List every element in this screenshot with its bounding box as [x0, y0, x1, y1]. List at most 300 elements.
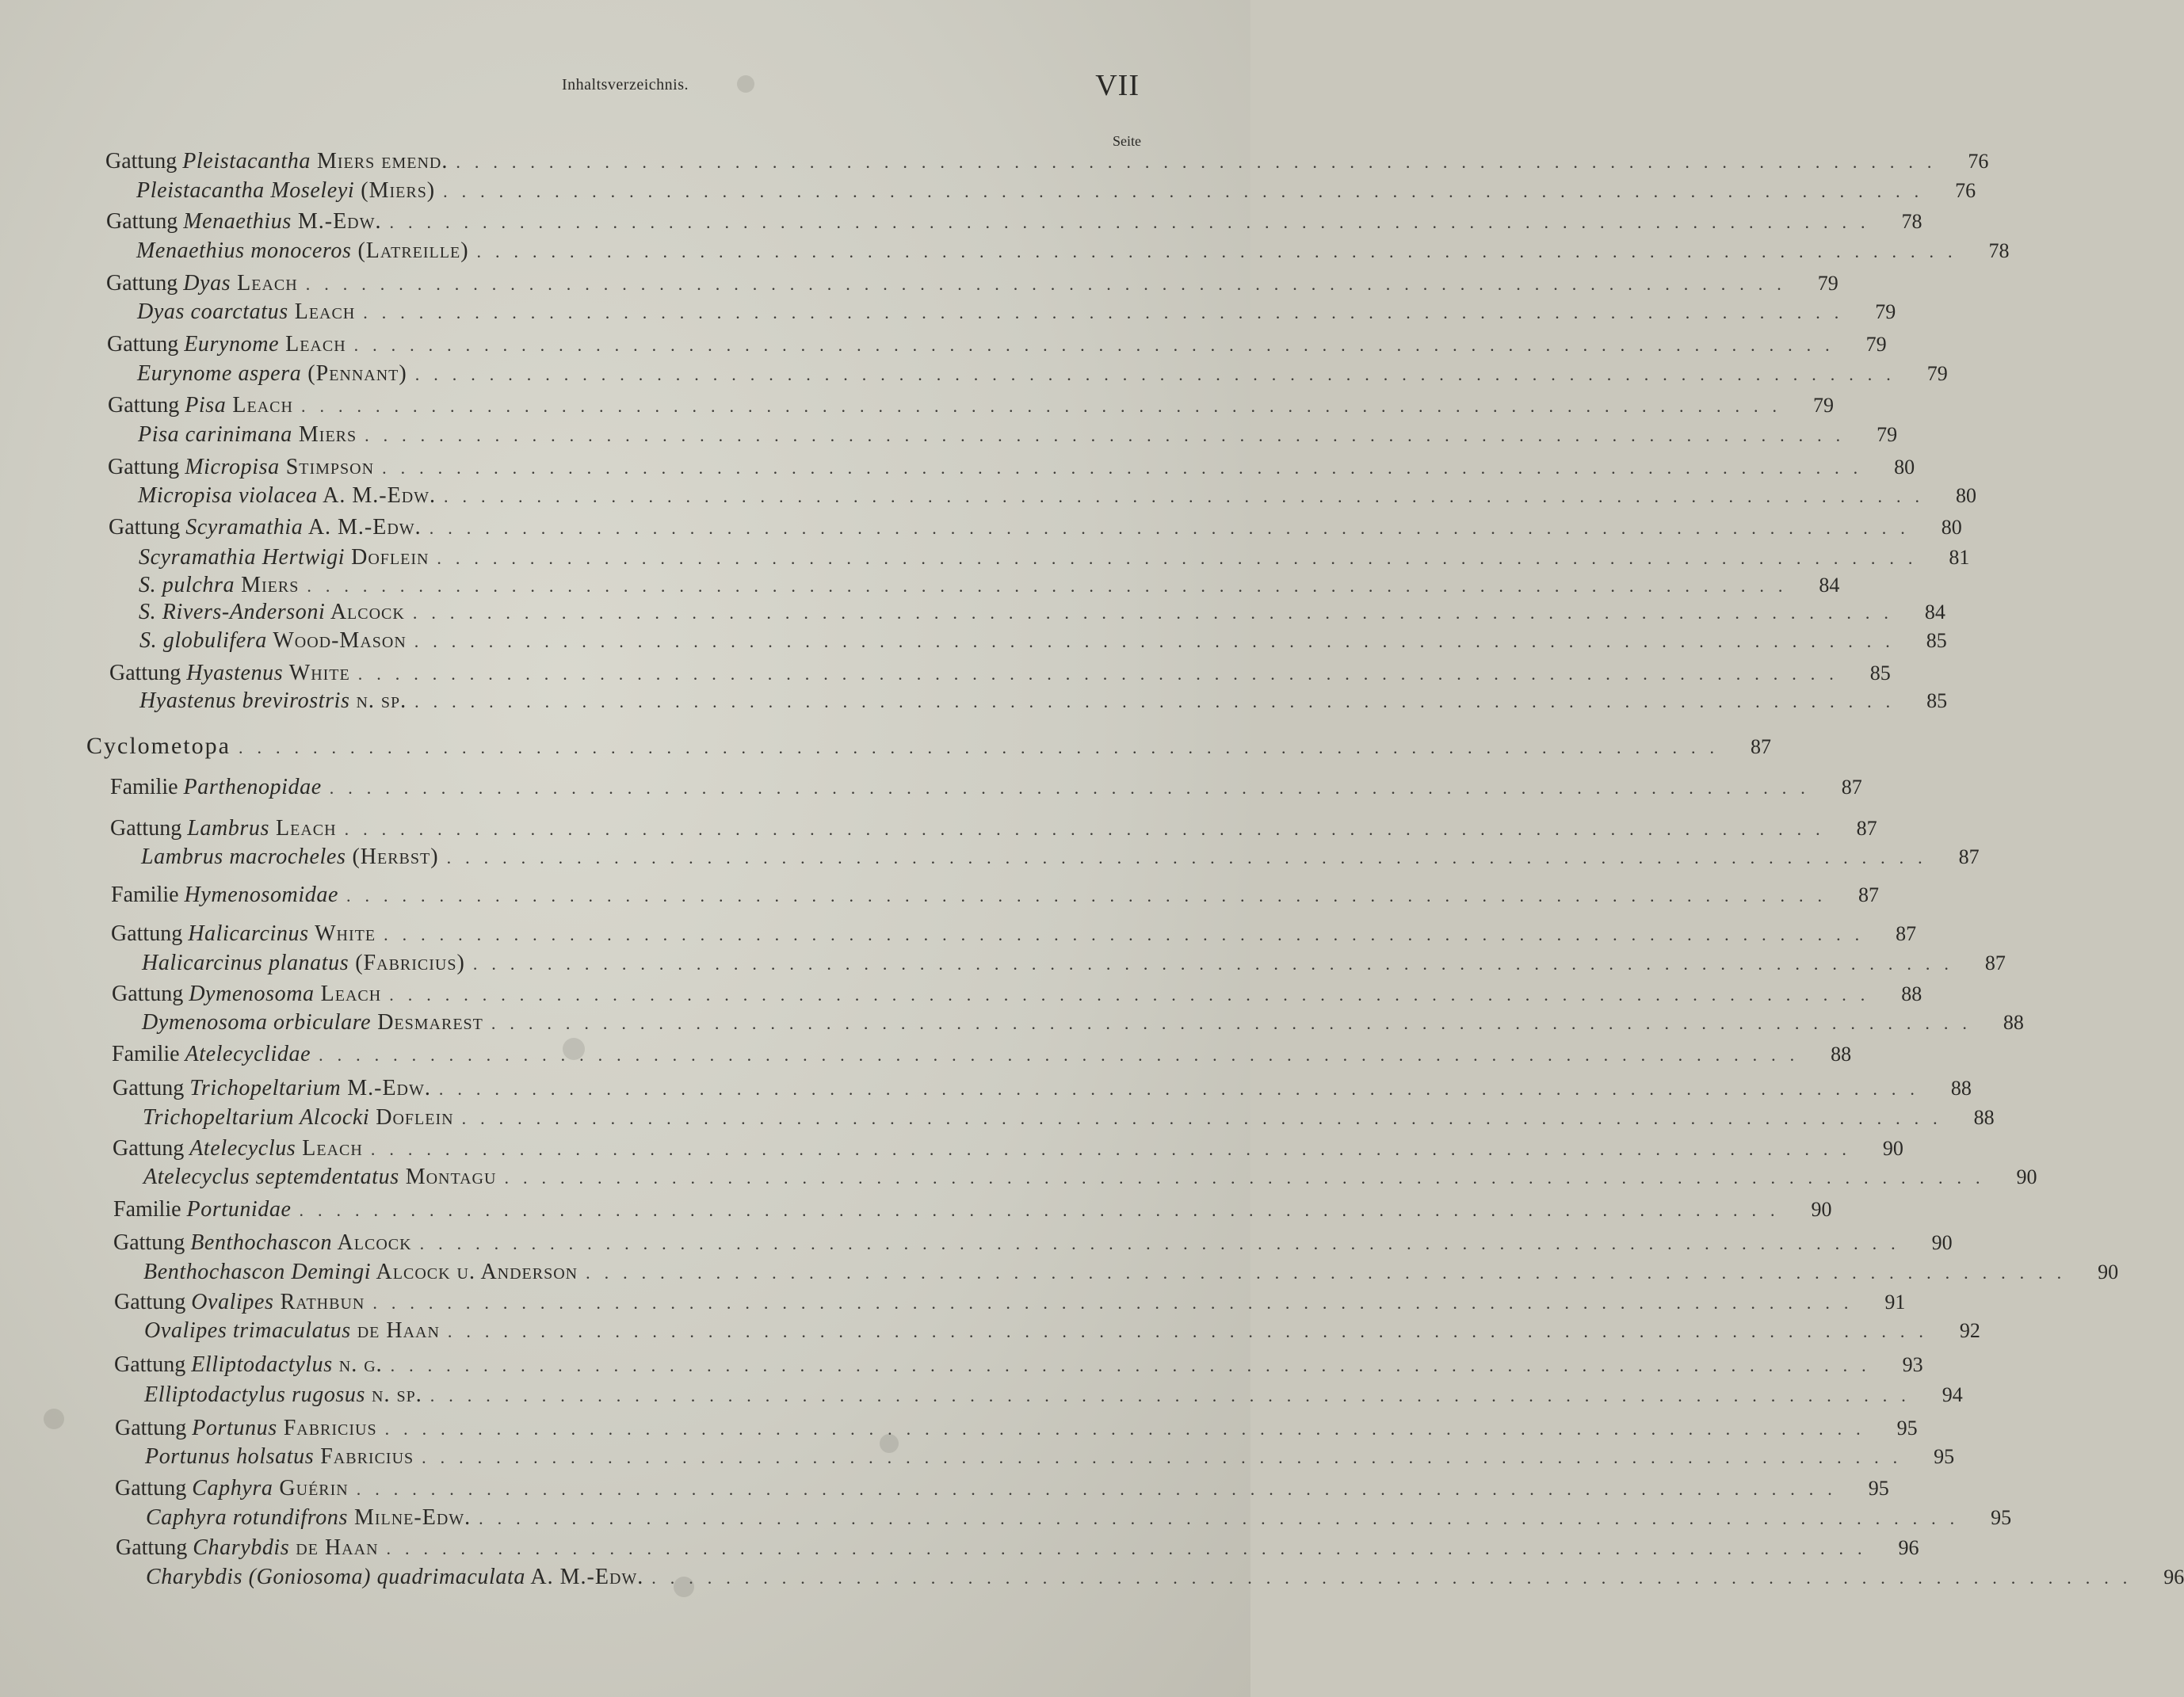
- toc-dot-leader: ................................................................................: [370, 1139, 1861, 1159]
- toc-page-number: 79: [1812, 394, 1834, 417]
- toc-taxon-author: Doflein: [369, 1105, 454, 1130]
- toc-entry-prefix: Familie: [111, 883, 185, 907]
- toc-page-number: 96: [1898, 1536, 1919, 1559]
- toc-taxon-name: Lambrus: [187, 816, 270, 841]
- toc-dot-leader: ................................................................................: [586, 1263, 2076, 1283]
- toc-entry-text: [111, 883, 338, 908]
- toc-dot-leader: ................................................................................: [651, 1568, 2142, 1588]
- toc-taxon-author: de Haan: [350, 1318, 440, 1343]
- toc-dot-leader: ................................................................................: [329, 778, 1819, 798]
- toc-dot-leader: ................................................................................: [319, 1045, 1809, 1065]
- toc-row: [115, 1416, 1918, 1443]
- toc-row: [111, 883, 1879, 910]
- toc-dot-leader: ................................................................................: [414, 631, 1904, 651]
- paper-stain: [674, 1577, 694, 1597]
- toc-entry-prefix: Gattung: [114, 1352, 192, 1377]
- toc-entry-prefix: Gattung: [113, 1136, 190, 1161]
- toc-taxon-author: Fabricius: [314, 1444, 414, 1469]
- toc-taxon-author: (Pennant): [301, 361, 407, 386]
- toc-taxon-name: Trichopeltarium Alcocki: [143, 1105, 370, 1130]
- toc-row: [112, 1042, 1852, 1069]
- toc-page-number: 95: [1991, 1506, 2012, 1529]
- toc-page-number: 85: [1926, 689, 1948, 712]
- toc-taxon-author: Doflein: [345, 545, 430, 570]
- toc-entry-text: [115, 1416, 377, 1441]
- toc-dot-leader: ................................................................................: [429, 518, 1919, 538]
- toc-page-number: 90: [2098, 1260, 2119, 1283]
- toc-taxon-author: Fabricius: [277, 1416, 377, 1440]
- toc-row: [145, 1444, 1955, 1471]
- toc-entry-text: [144, 1318, 440, 1344]
- toc-taxon-author: (Miers): [354, 178, 436, 203]
- toc-entry-text: [142, 1010, 483, 1035]
- toc-taxon-author: Leach: [288, 299, 356, 324]
- toc-taxon-author: Rathbun: [273, 1290, 365, 1314]
- toc-entry-text: [109, 661, 350, 686]
- toc-page-number: 87: [1984, 951, 2006, 974]
- toc-entry-prefix: Gattung: [115, 1416, 193, 1440]
- toc-entry-prefix: Gattung: [113, 1230, 191, 1255]
- toc-page-number: 91: [1884, 1291, 1906, 1314]
- toc-taxon-name: Halicarcinus planatus: [142, 951, 349, 975]
- toc-row: [139, 545, 1970, 572]
- toc-entry-text: [139, 545, 429, 570]
- toc-entry-prefix: Gattung: [114, 1290, 192, 1314]
- toc-row: [113, 1136, 1903, 1163]
- toc-dot-leader: ................................................................................: [419, 1234, 1910, 1253]
- toc-taxon-author: n. sp.: [349, 688, 407, 713]
- toc-row: [142, 951, 2006, 978]
- toc-taxon-name: Eurynome: [184, 332, 280, 357]
- toc-row: [137, 361, 1948, 388]
- toc-row: [143, 1105, 1995, 1132]
- toc-row: [110, 775, 1862, 802]
- toc-row: [144, 1318, 1980, 1345]
- toc-row: [109, 661, 1891, 688]
- toc-entry-text: [114, 1290, 365, 1315]
- toc-dot-leader: ................................................................................: [365, 425, 1855, 445]
- toc-dot-leader: ................................................................................: [422, 1447, 1912, 1467]
- toc-taxon-name: Micropisa: [185, 455, 280, 479]
- toc-row: [105, 149, 1989, 176]
- toc-entry-prefix: Gattung: [105, 149, 183, 174]
- toc-dot-leader: ................................................................................: [414, 364, 1905, 384]
- toc-dot-leader: ................................................................................: [372, 1293, 1863, 1313]
- toc-entry-prefix: Familie: [112, 1042, 185, 1066]
- toc-taxon-author: (Fabricius): [349, 951, 465, 975]
- toc-entry-prefix: Gattung: [112, 982, 189, 1006]
- toc-page-number: 87: [1750, 735, 1771, 758]
- toc-entry-text: [145, 1444, 414, 1470]
- toc-entry-text: [109, 515, 422, 540]
- toc-entry-text: [139, 628, 407, 654]
- toc-taxon-name: Portunus: [192, 1416, 277, 1440]
- toc-row: [114, 1352, 1923, 1379]
- toc-dot-leader: ................................................................................: [356, 1479, 1846, 1499]
- toc-dot-leader: ................................................................................: [353, 335, 1844, 355]
- toc-page-number: 80: [1941, 516, 1962, 539]
- toc-taxon-name: S. globulifera: [139, 628, 267, 653]
- toc-row: [108, 393, 1834, 420]
- toc-taxon-name: Atelecyclus: [189, 1136, 296, 1161]
- toc-page-number: 79: [1877, 423, 1898, 446]
- toc-row: [144, 1382, 1963, 1409]
- toc-entry-text: [143, 1105, 454, 1131]
- toc-entry-text: [137, 299, 355, 325]
- toc-dot-leader: ................................................................................: [384, 925, 1874, 944]
- toc-dot-leader: ................................................................................: [412, 603, 1903, 623]
- toc-row: [139, 600, 1945, 627]
- toc-row: [106, 209, 1922, 236]
- toc-dot-leader: ................................................................................: [479, 1508, 1969, 1528]
- toc-row: [136, 178, 1976, 205]
- toc-entry-prefix: Gattung: [106, 271, 184, 296]
- toc-taxon-name: Atelecyclidae: [185, 1042, 311, 1066]
- toc-entry-text: [142, 951, 465, 976]
- toc-page-number: 90: [1882, 1137, 1903, 1160]
- toc-dot-leader: ................................................................................: [363, 303, 1854, 322]
- toc-taxon-author: Leach: [226, 393, 293, 418]
- toc-taxon-name: Charybdis: [193, 1535, 290, 1560]
- toc-entry-text: [139, 573, 299, 598]
- toc-row: [138, 422, 1898, 449]
- toc-page-number: 87: [1856, 817, 1877, 840]
- toc-section-row: [86, 733, 1771, 760]
- toc-taxon-author: (Latreille): [351, 238, 469, 263]
- toc-dot-leader: ................................................................................: [300, 396, 1791, 416]
- toc-dot-leader: ................................................................................: [504, 1168, 1995, 1188]
- toc-dot-leader: ................................................................................: [414, 692, 1905, 711]
- toc-page-number: 88: [1831, 1043, 1852, 1066]
- toc-dot-leader: ................................................................................: [472, 954, 1963, 974]
- toc-dot-leader: ................................................................................: [238, 738, 1728, 757]
- toc-dot-leader: ................................................................................: [384, 1419, 1875, 1439]
- toc-dot-leader: ................................................................................: [438, 1079, 1929, 1099]
- toc-entry-text: [141, 845, 439, 870]
- toc-entry-prefix: Gattung: [115, 1476, 193, 1501]
- toc-taxon-name: Portunus holsatus: [145, 1444, 315, 1469]
- toc-page-number: 80: [1956, 484, 1977, 507]
- toc-taxon-name: Dyas coarctatus: [137, 299, 288, 324]
- toc-taxon-name: Caphyra: [192, 1476, 273, 1501]
- toc-taxon-name: Scyramathia Hertwigi: [139, 545, 346, 570]
- toc-taxon-author: Alcock: [325, 600, 405, 624]
- toc-taxon-name: Elliptodactylus rugosus: [144, 1382, 366, 1407]
- toc-row: [143, 1260, 2119, 1287]
- toc-taxon-author: M.-Edw.: [341, 1076, 431, 1100]
- toc-dot-leader: ................................................................................: [307, 576, 1797, 596]
- toc-row: [146, 1565, 2184, 1592]
- toc-taxon-name: S. pulchra: [139, 573, 235, 597]
- toc-entry-text: [113, 1076, 431, 1101]
- toc-entry-prefix: Gattung: [108, 455, 185, 479]
- toc-taxon-name: Ovalipes: [191, 1290, 274, 1314]
- toc-entry-text: [110, 816, 337, 841]
- toc-entry-text: [108, 393, 293, 418]
- toc-taxon-name: Caphyra rotundifrons: [146, 1505, 348, 1530]
- toc-entry-text: [114, 1352, 383, 1378]
- toc-dot-leader: ................................................................................: [305, 274, 1796, 294]
- toc-row: [146, 1505, 2012, 1532]
- toc-page-number: 87: [1858, 883, 1879, 906]
- toc-entry-prefix: Gattung: [113, 1076, 190, 1100]
- toc-entry-text: [111, 921, 376, 947]
- toc-taxon-author: White: [308, 921, 376, 946]
- toc-entry-prefix: Gattung: [109, 661, 187, 685]
- paper-stain: [44, 1409, 64, 1429]
- toc-row: [142, 1010, 2024, 1037]
- toc-entry-text: [105, 149, 448, 174]
- toc-taxon-name: Benthochascon Demingi: [143, 1260, 372, 1284]
- page-number: VII: [1095, 69, 1140, 102]
- toc-page-number: 90: [1931, 1231, 1953, 1254]
- toc-taxon-author: Guérin: [273, 1476, 349, 1501]
- toc-row: [115, 1476, 1889, 1503]
- toc-page-number: 87: [1958, 845, 1980, 868]
- toc-taxon-author: Leach: [296, 1136, 363, 1161]
- toc-entry-text: [112, 982, 381, 1007]
- toc-page-number: 79: [1817, 272, 1838, 295]
- toc-page-number: 79: [1875, 300, 1896, 323]
- toc-taxon-name: Lambrus macrocheles: [141, 845, 346, 869]
- toc-row: [107, 332, 1887, 359]
- toc-dot-leader: ................................................................................: [299, 1200, 1789, 1220]
- toc-taxon-author: Stimpson: [279, 455, 375, 479]
- toc-dot-leader: ................................................................................: [430, 1386, 1920, 1405]
- toc-page-number: 88: [1901, 982, 1922, 1005]
- toc-row: [106, 271, 1838, 298]
- toc-row: [114, 1290, 1906, 1317]
- toc-taxon-name: Menaethius: [183, 209, 292, 234]
- toc-row: [136, 238, 2010, 265]
- toc-taxon-name: Atelecyclus septemdentatus: [143, 1165, 399, 1189]
- toc-page-number: 92: [1959, 1319, 1980, 1342]
- toc-entry-text: [146, 1505, 471, 1531]
- toc-entry-text: [138, 422, 357, 448]
- toc-taxon-author: n. g.: [332, 1352, 383, 1377]
- toc-dot-leader: ................................................................................: [456, 152, 1946, 172]
- toc-taxon-name: Dymenosoma: [189, 982, 315, 1006]
- toc-entry-text: [115, 1476, 349, 1501]
- toc-entry-text: [112, 1042, 311, 1067]
- toc-entry-text: [107, 332, 346, 357]
- toc-dot-leader: ................................................................................: [344, 819, 1835, 839]
- toc-taxon-author: M.-Edw.: [291, 209, 382, 234]
- toc-taxon-author: Miers emend.: [311, 149, 449, 174]
- toc-page-number: 95: [1896, 1417, 1918, 1440]
- toc-entry-prefix: Cyclometopa: [86, 733, 231, 759]
- toc-row: [109, 515, 1962, 542]
- toc-row: [139, 688, 1948, 715]
- toc-row: [113, 1230, 1953, 1257]
- toc-page-number: 94: [1942, 1383, 1963, 1406]
- toc-taxon-author: n. sp.: [365, 1382, 422, 1407]
- toc-dot-leader: ................................................................................: [446, 848, 1937, 868]
- toc-taxon-name: Portunidae: [186, 1197, 292, 1222]
- toc-dot-leader: ................................................................................: [461, 1108, 1952, 1128]
- toc-taxon-author: Leach: [269, 816, 337, 841]
- toc-entry-text: [138, 483, 436, 509]
- toc-dot-leader: ................................................................................: [386, 1539, 1877, 1558]
- toc-page-number: 76: [1968, 150, 1989, 173]
- toc-dot-leader: ................................................................................: [382, 458, 1873, 478]
- toc-taxon-author: White: [283, 661, 350, 685]
- toc-page-number: 87: [1896, 922, 1917, 945]
- toc-page-number: 79: [1926, 362, 1948, 385]
- toc-entry-prefix: Gattung: [109, 515, 186, 540]
- paper-stain: [880, 1434, 899, 1453]
- toc-entry-text: [86, 733, 231, 760]
- toc-taxon-author: A. M.-Edw.: [303, 515, 422, 540]
- toc-taxon-name: Micropisa violacea: [138, 483, 318, 508]
- toc-page-number: 95: [1934, 1445, 1955, 1468]
- toc-taxon-name: Pleistacantha Moseleyi: [136, 178, 355, 203]
- toc-page-number: 84: [1924, 601, 1945, 624]
- toc-page-number: 96: [2163, 1565, 2184, 1588]
- toc-entry-prefix: Familie: [110, 775, 184, 799]
- toc-row: [138, 483, 1977, 510]
- toc-entry-text: [106, 209, 382, 235]
- toc-page-number: 85: [1926, 629, 1947, 652]
- toc-page-number: 90: [2016, 1165, 2037, 1188]
- toc-entry-text: [146, 1565, 643, 1590]
- toc-dot-leader: ................................................................................: [437, 548, 1927, 568]
- toc-taxon-author: Desmarest: [371, 1010, 483, 1035]
- toc-taxon-author: A. M.-Edw.: [317, 483, 437, 508]
- toc-page-number: 88: [2003, 1011, 2024, 1034]
- toc-dot-leader: ................................................................................: [390, 1356, 1880, 1375]
- toc-taxon-name: Hyastenus brevirostris: [139, 688, 350, 713]
- toc-row: [137, 299, 1896, 326]
- toc-entry-text: [113, 1197, 292, 1222]
- toc-page-number: 87: [1841, 776, 1862, 799]
- toc-taxon-author: Montagu: [399, 1165, 497, 1189]
- toc-page-number: 81: [1949, 546, 1970, 569]
- toc-page-number: 78: [1988, 239, 2010, 262]
- toc-taxon-author: Alcock u. Anderson: [371, 1260, 578, 1284]
- toc-row: [143, 1165, 2037, 1192]
- toc-taxon-name: Pleistacantha: [182, 149, 311, 174]
- toc-entry-text: [113, 1136, 363, 1161]
- toc-taxon-author: Leach: [231, 271, 298, 296]
- toc-entry-text: [139, 600, 405, 625]
- toc-entry-text: [144, 1382, 422, 1408]
- toc-entry-text: [143, 1260, 578, 1285]
- toc-entry-text: [106, 271, 298, 296]
- toc-row: [108, 455, 1915, 482]
- toc-taxon-name: Hymenosomidae: [184, 883, 338, 907]
- paper-stain: [563, 1038, 585, 1060]
- toc-taxon-author: de Haan: [289, 1535, 379, 1560]
- toc-page-number: 79: [1865, 333, 1887, 356]
- toc-page-number: 93: [1902, 1353, 1923, 1376]
- toc-taxon-name: Charybdis (Goniosoma) quadrimaculata: [146, 1565, 525, 1589]
- toc-dot-leader: ................................................................................: [389, 985, 1880, 1005]
- toc-page-number: 84: [1819, 574, 1840, 597]
- toc-taxon-name: S. Rivers-Andersoni: [139, 600, 326, 624]
- toc-taxon-author: Miers: [292, 422, 357, 447]
- toc-taxon-name: Ovalipes trimaculatus: [144, 1318, 351, 1343]
- toc-entry-text: [143, 1165, 496, 1190]
- toc-taxon-name: Hyastenus: [186, 661, 284, 685]
- toc-row: [110, 816, 1877, 843]
- toc-taxon-name: Parthenopidae: [183, 775, 322, 799]
- toc-page-number: 90: [1811, 1198, 1832, 1221]
- toc-taxon-name: Eurynome aspera: [137, 361, 302, 386]
- toc-page-number: 76: [1955, 179, 1976, 202]
- running-title: Inhaltsverzeichnis.: [562, 76, 689, 93]
- toc-taxon-author: Alcock: [332, 1230, 412, 1255]
- toc-taxon-name: Dymenosoma orbiculare: [142, 1010, 372, 1035]
- toc-entry-text: [108, 455, 374, 480]
- toc-taxon-name: Scyramathia: [185, 515, 304, 540]
- toc-dot-leader: ................................................................................: [443, 181, 1934, 201]
- toc-row: [139, 573, 1840, 600]
- toc-taxon-author: Miers: [235, 573, 300, 597]
- toc-entry-text: [110, 775, 322, 800]
- toc-dot-leader: ................................................................................: [357, 664, 1848, 684]
- toc-taxon-author: Leach: [314, 982, 382, 1006]
- toc-row: [111, 921, 1917, 948]
- toc-dot-leader: ................................................................................: [491, 1013, 1981, 1033]
- toc-row: [139, 628, 1947, 655]
- toc-entry-text: [116, 1535, 379, 1561]
- toc-taxon-author: A. M.-Edw.: [525, 1565, 644, 1589]
- toc-page-number: 80: [1894, 456, 1915, 479]
- toc-dot-leader: ................................................................................: [476, 242, 1967, 261]
- toc-taxon-name: Halicarcinus: [188, 921, 309, 946]
- toc-taxon-author: Leach: [279, 332, 346, 357]
- toc-dot-leader: ................................................................................: [444, 486, 1934, 506]
- toc-taxon-author: Wood-Mason: [266, 628, 407, 653]
- toc-taxon-name: Pisa: [185, 393, 227, 418]
- toc-entry-prefix: Gattung: [106, 209, 184, 234]
- toc-entry-prefix: Gattung: [111, 921, 189, 946]
- toc-entry-prefix: Gattung: [110, 816, 188, 841]
- toc-page-number: 88: [1973, 1106, 1995, 1129]
- toc-entry-text: [136, 178, 435, 204]
- toc-taxon-author: (Herbst): [346, 845, 439, 869]
- toc-row: [113, 1197, 1832, 1224]
- toc-entry-text: [113, 1230, 412, 1256]
- toc-page-number: 78: [1901, 210, 1922, 233]
- toc-row: [141, 845, 1980, 871]
- toc-entry-prefix: Gattung: [116, 1535, 193, 1560]
- toc-row: [112, 982, 1922, 1009]
- toc-row: [116, 1535, 1919, 1562]
- paper-stain: [737, 75, 754, 93]
- toc-entry-text: [139, 688, 407, 714]
- page-column-label: Seite: [1113, 133, 1141, 149]
- toc-page-number: 85: [1869, 662, 1891, 685]
- toc-row: [113, 1076, 1972, 1103]
- toc-entry-text: [137, 361, 407, 387]
- toc-taxon-name: Menaethius monoceros: [136, 238, 352, 263]
- toc-taxon-name: Pisa carinimana: [138, 422, 292, 447]
- toc-taxon-name: Benthochascon: [190, 1230, 333, 1255]
- toc-page-number: 95: [1868, 1477, 1889, 1500]
- toc-taxon-name: Elliptodactylus: [191, 1352, 333, 1377]
- toc-page-number: 88: [1950, 1077, 1972, 1100]
- toc-entry-text: [136, 238, 469, 264]
- toc-entry-prefix: Gattung: [108, 393, 185, 418]
- toc-entry-prefix: Gattung: [107, 332, 185, 357]
- toc-dot-leader: ................................................................................: [346, 886, 1836, 906]
- toc-dot-leader: ................................................................................: [447, 1321, 1938, 1341]
- toc-taxon-author: Milne-Edw.: [347, 1505, 472, 1530]
- toc-taxon-name: Dyas: [183, 271, 231, 296]
- toc-dot-leader: ................................................................................: [389, 212, 1880, 232]
